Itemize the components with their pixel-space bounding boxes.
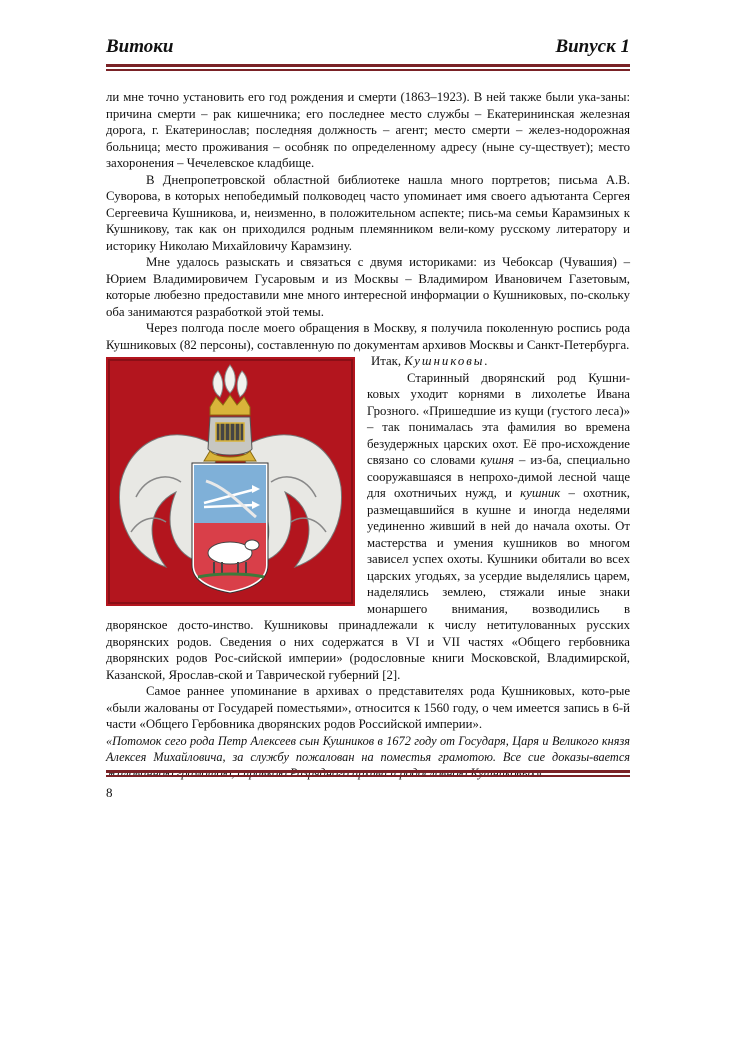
paragraph: Через полгода после моего обращения в Москву, я получила поколенную роспись рода Кушниковых (82 персоны), составленную по документам архивов Москвы и Санкт-Петербурга. xyxy=(106,321,630,352)
term-kushnik: кушник xyxy=(520,486,561,500)
article-body xyxy=(106,89,630,781)
paragraph: Самое раннее упоминание в архивах о представителях рода Кушниковых, кото-рые «были жалованы от Государей поместьями», относится к 1560 году, о чем имеется запись в 6-й части «Общего Гербовника дворянских родов Российской империи». xyxy=(106,684,630,731)
itak-word: Кушниковы. xyxy=(404,354,490,368)
text-run: – из-ба, специально сооружавшаяся в непрохо-димой лесной чаще для охотничьих нужд, и xyxy=(367,453,630,500)
coat-of-arms-image xyxy=(106,357,355,606)
running-header-title: Витоки xyxy=(106,36,174,57)
paragraph: Мне удалось разыскать и связаться с двумя историками: из Чебоксар (Чувашия) – Юрием Владимировичем Гусаровым и из Москвы – Владимиром Ивановичем Газетовым, которые любезно предоставили мне много интересной информации о Кушниковых, по-скольку оба занимаются разработкой этой темы. xyxy=(106,255,630,319)
header-rule xyxy=(106,64,630,71)
coat-of-arms-icon xyxy=(106,357,355,606)
paragraph: В Днепропетровской областной библиотеке нашла много портретов; письма А.В. Суворова, в которых непобедимый полководец часто упоминает имя своего адъютанта Сергея Сергеевича Кушникова, и, неизменно, в положительном аспекте; пись-ма семьи Карамзиных к Кушникову, так как он приходился родным племянником вели-кому русскому литератору и историку Николаю Михайловичу Карамзину. xyxy=(106,172,630,253)
running-header-issue: Випуск 1 xyxy=(555,36,630,57)
text-run: Старинный дворянский род Кушни-ковых уходит корнями в лихолетье Ивана Грозного. «Пришедшие из кущи (густого леса)» – так понималась эта фамилия во времена безудержных царских охот. Её про-исхождение связано со словами xyxy=(367,370,630,467)
footer-rule xyxy=(106,770,630,777)
paragraph: ли мне точно установить его год рождения и смерти (1863–1923). В ней также были ука-заны: причина смерти – рак кишечника; его последнее место службы – Екатерининская железная дорога, г. Екатеринослав; последняя должность – агент; место смерти – желез-нодорожная больница; место проживания – особняк по определенному адресу (ныне су-ществует); место захоронения – Чечелевское кладбище. xyxy=(106,90,630,170)
term-kushnya: кушня xyxy=(480,453,514,467)
itak-prefix: Итак, xyxy=(371,354,405,368)
page-number: 8 xyxy=(106,785,113,800)
quote-paragraph: «Потомок сего рода Петр Алексеев сын Кушников в 1672 году от Государя, Царя и Великого князя Алексея Михайловича, за службу пожалован на поместья грамотою. Все сие доказы-вается xyxy=(106,733,630,764)
text-run: – охотник, размещавшийся в кушне и иногда неделями уединенно живший в ней до начала охоты. От мастерства и умения кушников во многом зависел успех охоты. Кушники обитали во всех царских угодьях, за усердие выделялись царем, наделялись землею, стяжали иные знаки монаршего внимания, возводились в дворянское досто-инство. Кушниковы принадлежали к числу нетитулованных русских дворянских родов. Сведения о них содержатся в VI и VII частях «Общего гербовника дворянских родов Рос-сийской империи» (родословные книги Московской, Владимирской, Казанской, Ярослав-ской и Таврической губерний [2]. xyxy=(106,486,630,682)
